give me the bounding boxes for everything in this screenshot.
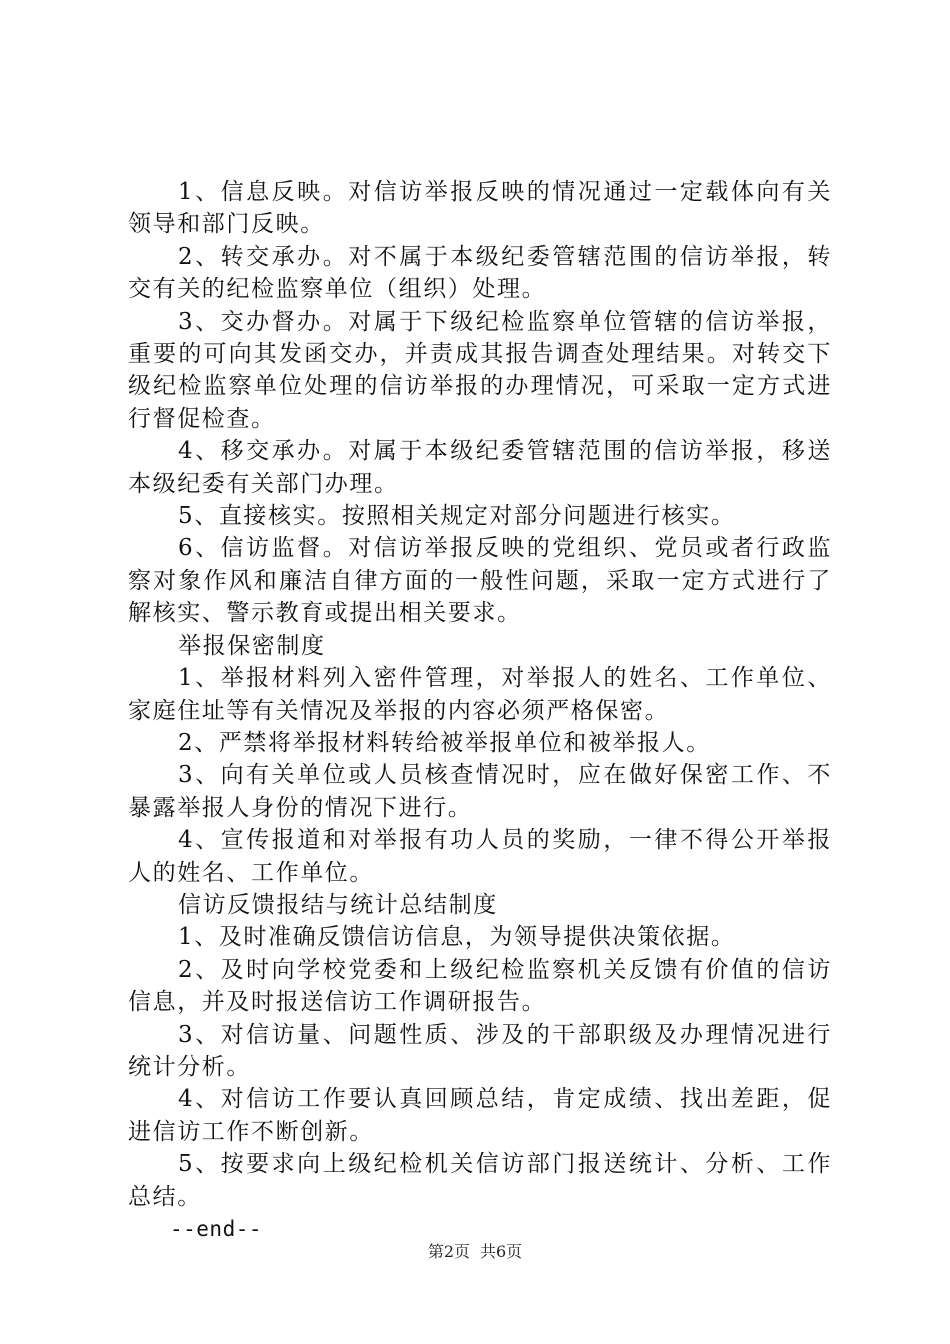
paragraph: 6、信访监督。对信访举报反映的党组织、党员或者行政监察对象作风和廉洁自律方面的一般性问题，采取一定方式进行了解核实、警示教育或提出相关要求。 (128, 535, 832, 627)
paragraph: 4、移交承办。对属于本级纪委管辖范围的信访举报，移送本级纪委有关部门办理。 (128, 438, 832, 497)
paragraph: 4、对信访工作要认真回顾总结，肯定成绩、找出差距，促进信访工作不断创新。 (128, 1086, 832, 1145)
paragraph: 1、信息反映。对信访举报反映的情况通过一定载体向有关领导和部门反映。 (128, 179, 832, 238)
paragraph: 1、举报材料列入密件管理，对举报人的姓名、工作单位、家庭住址等有关情况及举报的内容必须严格保密。 (128, 665, 832, 724)
paragraph: 3、向有关单位或人员核查情况时，应在做好保密工作、不暴露举报人身份的情况下进行。 (128, 762, 832, 821)
section-heading-statistics: 信访反馈报结与统计总结制度 (178, 891, 498, 918)
page-number: 第2页 (427, 1242, 470, 1261)
paragraph: 2、及时向学校党委和上级纪检监察机关反馈有价值的信访信息，并及时报送信访工作调研报告。 (128, 956, 832, 1016)
section-heading-confidentiality: 举报保密制度 (178, 632, 326, 659)
paragraph: 3、对信访量、问题性质、涉及的干部职级及办理情况进行统计分析。 (128, 1021, 832, 1080)
paragraph: 3、交办督办。对属于下级纪检监察单位管辖的信访举报，重要的可向其发函交办，并责成其报告调查处理结果。对转交下级纪检监察单位处理的信访举报的办理情况，可采取一定方式进行督促检查。 (128, 308, 832, 432)
paragraph: 2、严禁将举报材料转给被举报单位和被举报人。 (178, 729, 711, 756)
document-body (128, 176, 832, 1245)
paragraph: 4、宣传报道和对举报有功人员的奖励，一律不得公开举报人的姓名、工作单位。 (128, 827, 832, 886)
paragraph: 5、直接核实。按照相关规定对部分问题进行核实。 (178, 503, 736, 530)
page-total: 共6页 (480, 1242, 523, 1261)
page-footer (0, 1242, 950, 1262)
end-marker: --end-- (170, 1217, 263, 1241)
paragraph: 1、及时准确反馈信访信息，为领导提供决策依据。 (178, 924, 736, 951)
paragraph: 2、转交承办。对不属于本级纪委管辖范围的信访举报，转交有关的纪检监察单位（组织）处理。 (128, 243, 832, 303)
paragraph: 5、按要求向上级纪检机关信访部门报送统计、分析、工作总结。 (128, 1151, 832, 1210)
